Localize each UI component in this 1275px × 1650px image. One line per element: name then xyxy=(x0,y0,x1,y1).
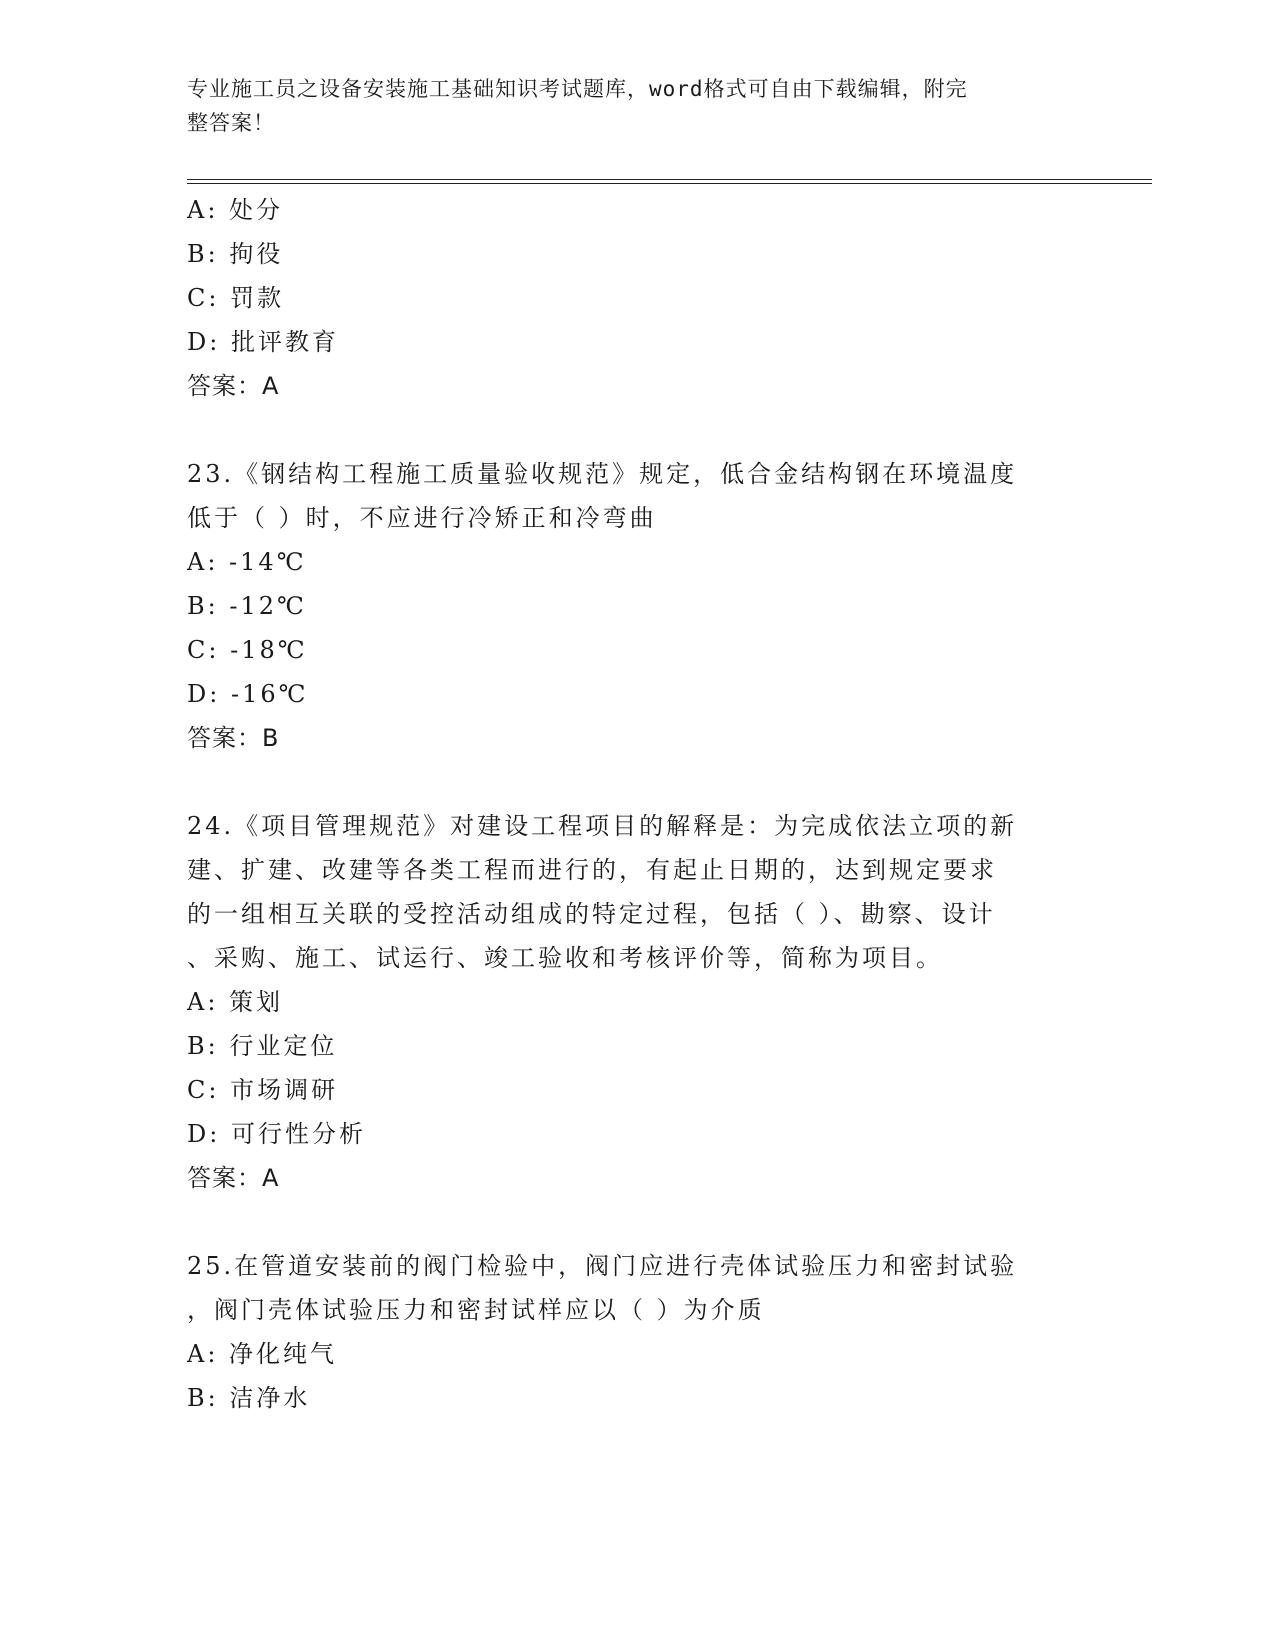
q23-option-b: B: -12℃ xyxy=(187,592,307,620)
q24-stem-line-1: 24.《项目管理规范》对建设工程项目的解释是：为完成依法立项的新 xyxy=(187,812,1018,840)
q24-stem-line-4: 、采购、施工、试运行、竣工验收和考核评价等，简称为项目。 xyxy=(187,944,943,972)
q24-option-b: B: 行业定位 xyxy=(187,1032,338,1060)
q24-option-d: D: 可行性分析 xyxy=(187,1120,366,1148)
header-divider-bottom xyxy=(187,183,1152,184)
header-divider-top xyxy=(187,179,1152,180)
q22-option-c: C: 罚款 xyxy=(187,284,285,312)
q25-stem-line-1: 25.在管道安装前的阀门检验中，阀门应进行壳体试验压力和密封试验 xyxy=(187,1252,1018,1280)
q24-stem-line-3: 的一组相互关联的受控活动组成的特定过程，包括（ ）、勘察、设计 xyxy=(187,900,996,928)
q23-option-c: C: -18℃ xyxy=(187,636,308,664)
q23-option-d: D: -16℃ xyxy=(187,680,309,708)
q23-stem-line-2: 低于（ ）时，不应进行冷矫正和冷弯曲 xyxy=(187,504,657,532)
q24-option-a: A: 策划 xyxy=(187,988,284,1016)
q24-answer: 答案：A xyxy=(187,1164,280,1192)
q22-option-b: B: 拘役 xyxy=(187,240,284,268)
header-title-line-2: 整答案！ xyxy=(187,111,275,135)
document-header xyxy=(187,72,1067,140)
q23-answer: 答案：B xyxy=(187,724,280,752)
q25-option-b: B: 洁净水 xyxy=(187,1384,311,1412)
q25-option-a: A: 净化纯气 xyxy=(187,1340,338,1368)
q22-answer: 答案：A xyxy=(187,372,280,400)
q25-stem-line-2: ，阀门壳体试验压力和密封试样应以（ ）为介质 xyxy=(187,1296,765,1324)
q22-option-a: A: 处分 xyxy=(187,196,284,224)
header-title-line-1: 专业施工员之设备安装施工基础知识考试题库，word格式可自由下载编辑，附完 xyxy=(187,77,968,101)
q24-option-c: C: 市场调研 xyxy=(187,1076,339,1104)
q23-stem-line-1: 23.《钢结构工程施工质量验收规范》规定，低合金结构钢在环境温度 xyxy=(187,460,1018,488)
q24-stem-line-2: 建、扩建、改建等各类工程而进行的，有起止日期的，达到规定要求 xyxy=(187,856,997,884)
q22-option-d: D: 批评教育 xyxy=(187,328,339,356)
q23-option-a: A: -14℃ xyxy=(187,548,307,576)
